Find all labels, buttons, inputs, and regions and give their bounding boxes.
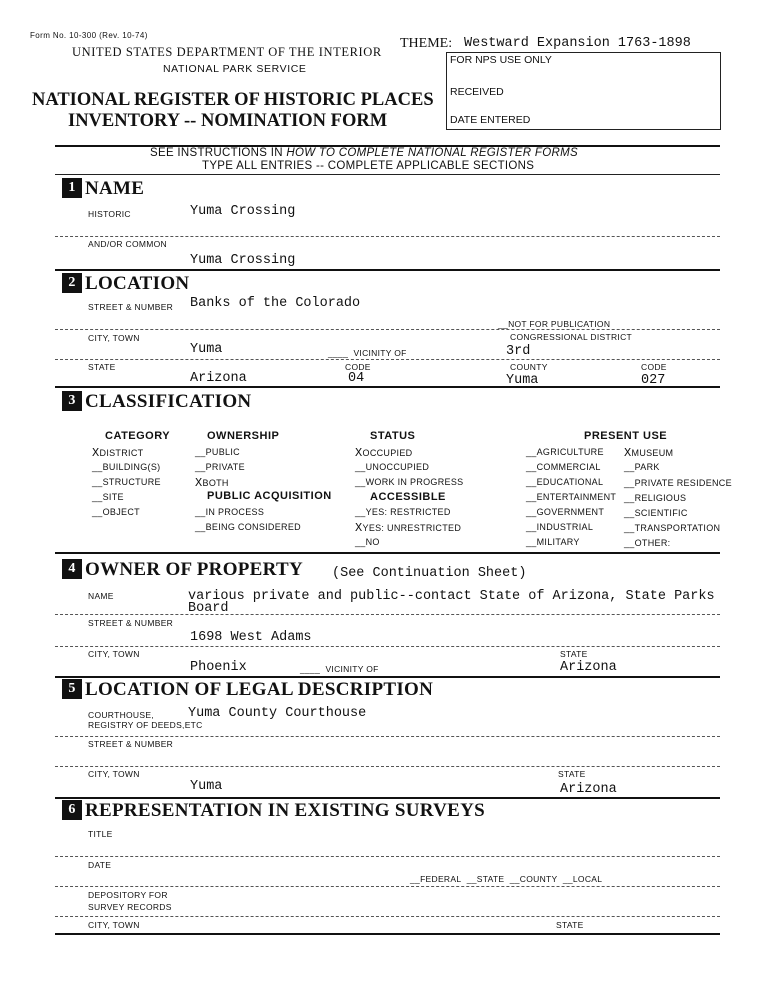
received-label: RECEIVED bbox=[450, 86, 504, 98]
checkmark-x: X bbox=[92, 446, 100, 460]
use-commercial[interactable]: __COMMERCIAL bbox=[526, 462, 601, 472]
use-museum[interactable]: XMUSEUM bbox=[624, 446, 674, 460]
use-private-residence[interactable]: __PRIVATE RESIDENCE bbox=[624, 478, 732, 488]
owner-state[interactable]: Arizona bbox=[560, 660, 617, 675]
status-work-in-progress[interactable]: __WORK IN PROGRESS bbox=[355, 477, 464, 487]
service-name: NATIONAL PARK SERVICE bbox=[163, 63, 307, 75]
location-state[interactable]: Arizona bbox=[190, 371, 247, 386]
location-city[interactable]: Yuma bbox=[190, 342, 223, 357]
instructions-line bbox=[150, 147, 578, 159]
courthouse-label: COURTHOUSE, bbox=[88, 710, 154, 720]
state-label: STATE bbox=[88, 362, 116, 372]
ownership-both[interactable]: XBOTH bbox=[195, 476, 229, 490]
use-military[interactable]: __MILITARY bbox=[526, 537, 580, 547]
status-occupied[interactable]: XOCCUPIED bbox=[355, 446, 413, 460]
present-use-heading: PRESENT USE bbox=[584, 430, 668, 442]
depository-label: DEPOSITORY FOR bbox=[88, 890, 168, 900]
owner-name-continued[interactable]: Board bbox=[188, 601, 229, 616]
section-6-number: 6 bbox=[62, 800, 82, 820]
section-2-number: 2 bbox=[62, 273, 82, 293]
county-code-label: CODE bbox=[641, 362, 667, 372]
use-park[interactable]: __PARK bbox=[624, 462, 660, 472]
section-1-header bbox=[62, 178, 144, 200]
category-site[interactable]: __SITE bbox=[92, 492, 124, 502]
vicinity: ____ VICINITY OF bbox=[328, 348, 407, 358]
owner-street[interactable]: 1698 West Adams bbox=[190, 630, 312, 645]
checkmark-x: X bbox=[195, 476, 203, 490]
common-name[interactable]: Yuma Crossing bbox=[190, 253, 296, 268]
section-2-header bbox=[62, 273, 189, 295]
accessible-unrestricted[interactable]: XYES: UNRESTRICTED bbox=[355, 521, 462, 535]
use-other[interactable]: __OTHER: bbox=[624, 538, 671, 548]
owner-city-label: CITY, TOWN bbox=[88, 649, 140, 659]
section-5-header bbox=[62, 679, 433, 701]
legal-state[interactable]: Arizona bbox=[560, 782, 617, 797]
level-local[interactable]: __LOCAL bbox=[562, 874, 603, 884]
status-unoccupied[interactable]: __UNOCCUPIED bbox=[355, 462, 430, 472]
street-label: STREET & NUMBER bbox=[88, 302, 174, 312]
location-street[interactable]: Banks of the Colorado bbox=[190, 296, 361, 311]
survey-date-label: DATE bbox=[88, 860, 112, 870]
owner-city[interactable]: Phoenix bbox=[190, 660, 247, 675]
acquisition-in-process[interactable]: __IN PROCESS bbox=[195, 507, 265, 517]
ownership-private[interactable]: __PRIVATE bbox=[195, 462, 245, 472]
use-religious[interactable]: __RELIGIOUS bbox=[624, 493, 687, 503]
section-3-number: 3 bbox=[62, 391, 82, 411]
code-label: CODE bbox=[345, 362, 371, 372]
section-5-number: 5 bbox=[62, 679, 82, 699]
section-3-header bbox=[62, 391, 251, 413]
acquisition-being-considered[interactable]: __BEING CONSIDERED bbox=[195, 522, 301, 532]
courthouse-name[interactable]: Yuma County Courthouse bbox=[188, 706, 367, 721]
instructions-title: HOW TO COMPLETE NATIONAL REGISTER FORMS bbox=[286, 147, 578, 159]
section-4-header bbox=[62, 559, 303, 581]
category-heading: CATEGORY bbox=[105, 430, 171, 442]
accessible-heading: ACCESSIBLE bbox=[370, 491, 446, 503]
level-federal[interactable]: __FEDERAL bbox=[410, 874, 462, 884]
survey-level-options bbox=[410, 874, 602, 884]
nps-use-only: FOR NPS USE ONLY bbox=[450, 54, 552, 66]
accessible-restricted[interactable]: __YES: RESTRICTED bbox=[355, 507, 451, 517]
city-label: CITY, TOWN bbox=[88, 333, 140, 343]
survey-title-label: TITLE bbox=[88, 829, 113, 839]
checkmark-x: X bbox=[355, 446, 363, 460]
instructions-prefix: SEE INSTRUCTIONS IN bbox=[150, 147, 287, 159]
survey-city-label: CITY, TOWN bbox=[88, 920, 140, 930]
county-label: COUNTY bbox=[510, 362, 548, 372]
section-4-title: OWNER OF PROPERTY bbox=[85, 559, 304, 580]
section-6-header bbox=[62, 800, 485, 822]
owner-street-label: STREET & NUMBER bbox=[88, 618, 174, 628]
section-4-number: 4 bbox=[62, 559, 82, 579]
registry-label: REGISTRY OF DEEDS,ETC bbox=[88, 720, 203, 730]
survey-records-label: SURVEY RECORDS bbox=[88, 902, 172, 912]
legal-city[interactable]: Yuma bbox=[190, 779, 223, 794]
checkmark-x: X bbox=[624, 446, 632, 460]
legal-street-label: STREET & NUMBER bbox=[88, 739, 174, 749]
section-5-title: LOCATION OF LEGAL DESCRIPTION bbox=[85, 679, 434, 700]
public-acquisition-heading: PUBLIC ACQUISITION bbox=[207, 490, 332, 502]
use-educational[interactable]: __EDUCATIONAL bbox=[526, 477, 604, 487]
continuation-note: (See Continuation Sheet) bbox=[332, 566, 527, 581]
ownership-heading: OWNERSHIP bbox=[207, 430, 280, 442]
use-transportation[interactable]: __TRANSPORTATION bbox=[624, 523, 721, 533]
category-structure[interactable]: __STRUCTURE bbox=[92, 477, 161, 487]
use-industrial[interactable]: __INDUSTRIAL bbox=[526, 522, 594, 532]
section-3-title: CLASSIFICATION bbox=[85, 391, 252, 412]
historic-label: HISTORIC bbox=[88, 209, 131, 219]
legal-state-label: STATE bbox=[558, 769, 586, 779]
vicinity-label: VICINITY OF bbox=[353, 348, 407, 358]
accessible-no[interactable]: __NO bbox=[355, 537, 380, 547]
not-for-publication: __NOT FOR PUBLICATION bbox=[498, 319, 611, 329]
congressional-district[interactable]: 3rd bbox=[506, 344, 531, 359]
section-1-number: 1 bbox=[62, 178, 82, 198]
category-object[interactable]: __OBJECT bbox=[92, 507, 140, 517]
use-agriculture[interactable]: __AGRICULTURE bbox=[526, 447, 604, 457]
use-scientific[interactable]: __SCIENTIFIC bbox=[624, 508, 688, 518]
historic-name[interactable]: Yuma Crossing bbox=[190, 204, 296, 219]
section-6-title: REPRESENTATION IN EXISTING SURVEYS bbox=[85, 800, 486, 821]
congressional-district-label: CONGRESSIONAL DISTRICT bbox=[510, 332, 632, 342]
form-title: NATIONAL REGISTER OF HISTORIC PLACES bbox=[32, 90, 434, 110]
category-buildings[interactable]: __BUILDING(S) bbox=[92, 462, 161, 472]
legal-city-label: CITY, TOWN bbox=[88, 769, 140, 779]
common-label: AND/OR COMMON bbox=[88, 239, 167, 249]
use-government[interactable]: __GOVERNMENT bbox=[526, 507, 605, 517]
owner-name[interactable]: various private and public--contact State of Arizona, State Parks bbox=[188, 589, 715, 604]
department-name: UNITED STATES DEPARTMENT OF THE INTERIOR bbox=[72, 45, 382, 59]
type-all-entries: TYPE ALL ENTRIES -- COMPLETE APPLICABLE SECTIONS bbox=[202, 160, 535, 172]
owner-vicinity: ____ VICINITY OF bbox=[300, 664, 379, 674]
level-state[interactable]: __STATE bbox=[466, 874, 505, 884]
theme-label: THEME: bbox=[400, 36, 453, 51]
owner-state-label: STATE bbox=[560, 649, 588, 659]
owner-name-label: NAME bbox=[88, 591, 114, 601]
status-heading: STATUS bbox=[370, 430, 416, 442]
state-code[interactable]: 04 bbox=[348, 371, 365, 386]
date-entered-label: DATE ENTERED bbox=[450, 114, 531, 126]
theme-value: Westward Expansion 1763-1898 bbox=[464, 36, 691, 51]
survey-state-label: STATE bbox=[556, 920, 584, 930]
nps-use-box bbox=[446, 52, 721, 130]
location-county[interactable]: Yuma bbox=[506, 373, 539, 388]
checkmark-x: X bbox=[355, 521, 363, 535]
section-2-title: LOCATION bbox=[85, 273, 190, 294]
use-entertainment[interactable]: __ENTERTAINMENT bbox=[526, 492, 617, 502]
not-for-publication-label: NOT FOR PUBLICATION bbox=[508, 319, 611, 329]
ownership-public[interactable]: __PUBLIC bbox=[195, 447, 240, 457]
section-1-title: NAME bbox=[85, 178, 145, 199]
form-subtitle: INVENTORY -- NOMINATION FORM bbox=[68, 111, 388, 131]
level-county[interactable]: __COUNTY bbox=[509, 874, 558, 884]
category-district[interactable]: XDISTRICT bbox=[92, 446, 144, 460]
county-code[interactable]: 027 bbox=[641, 373, 666, 388]
owner-vicinity-label: VICINITY OF bbox=[325, 664, 379, 674]
form-number: Form No. 10-300 (Rev. 10-74) bbox=[30, 31, 148, 40]
